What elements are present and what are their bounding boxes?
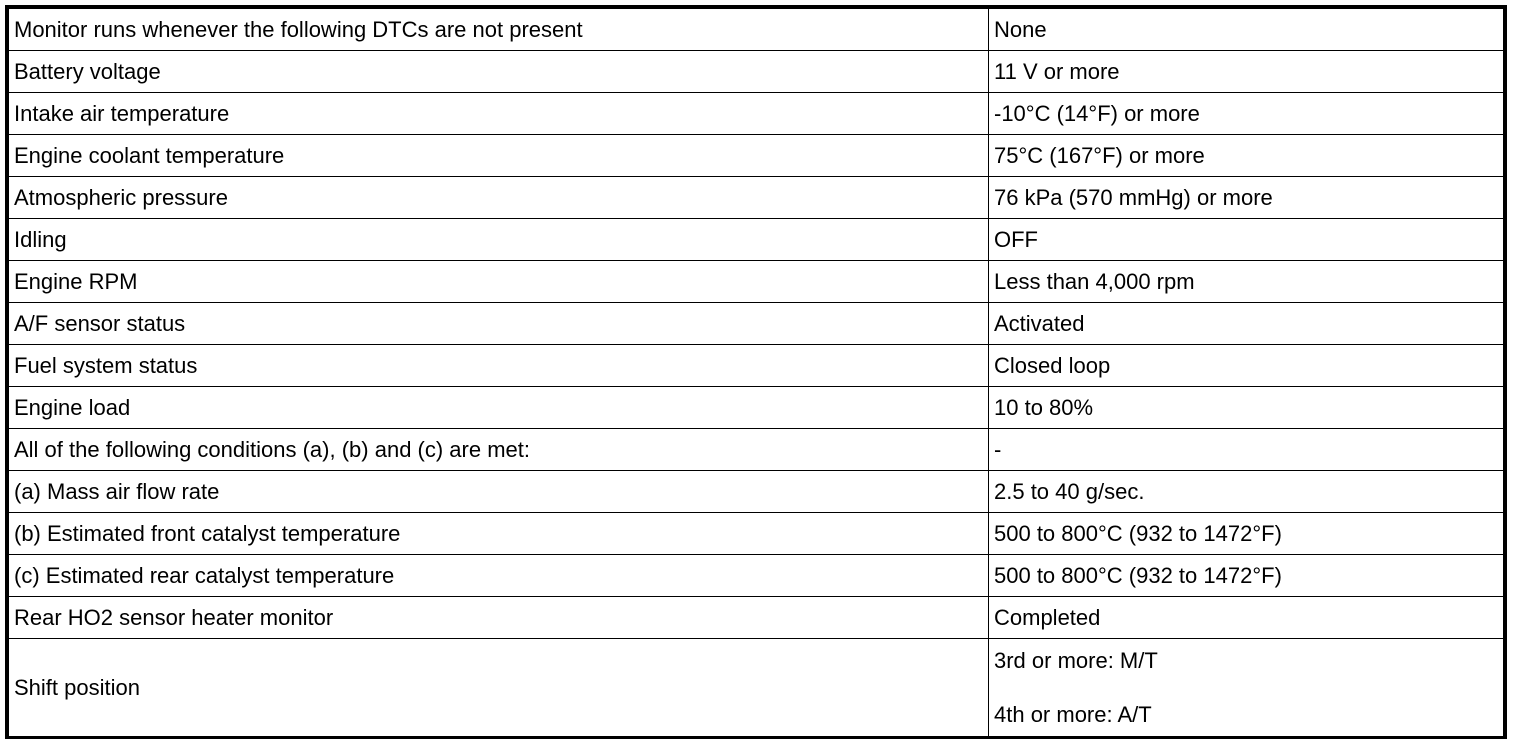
condition-cell: All of the following conditions (a), (b) and (c) are met: — [9, 429, 989, 471]
condition-cell: Idling — [9, 219, 989, 261]
condition-cell: Shift position — [9, 639, 989, 737]
value-cell: Closed loop — [989, 345, 1504, 387]
shift-value-mt: 3rd or more: M/T — [994, 647, 1158, 673]
value-cell: Less than 4,000 rpm — [989, 261, 1504, 303]
value-cell: Completed — [989, 597, 1504, 639]
table-row — [9, 429, 1504, 471]
condition-cell: Engine coolant temperature — [9, 135, 989, 177]
table-row — [9, 471, 1504, 513]
value-cell: 10 to 80% — [989, 387, 1504, 429]
condition-cell: Monitor runs whenever the following DTCs are not present — [9, 9, 989, 51]
condition-cell: Battery voltage — [9, 51, 989, 93]
table-row — [9, 597, 1504, 639]
condition-cell: Engine load — [9, 387, 989, 429]
shift-values — [994, 649, 1503, 727]
table-row — [9, 261, 1504, 303]
value-cell: 76 kPa (570 mmHg) or more — [989, 177, 1504, 219]
condition-cell: (b) Estimated front catalyst temperature — [9, 513, 989, 555]
value-cell: 500 to 800°C (932 to 1472°F) — [989, 555, 1504, 597]
table-row — [9, 219, 1504, 261]
table-row — [9, 513, 1504, 555]
value-cell: 75°C (167°F) or more — [989, 135, 1504, 177]
table-row — [9, 93, 1504, 135]
condition-cell: Fuel system status — [9, 345, 989, 387]
condition-cell: Intake air temperature — [9, 93, 989, 135]
table-row — [9, 387, 1504, 429]
table-row — [9, 177, 1504, 219]
table-row — [9, 135, 1504, 177]
table-row-shift-position — [9, 639, 1504, 737]
value-cell: Activated — [989, 303, 1504, 345]
value-cell: 11 V or more — [989, 51, 1504, 93]
value-cell-multiline — [989, 639, 1504, 737]
condition-cell: (a) Mass air flow rate — [9, 471, 989, 513]
value-cell: - — [989, 429, 1504, 471]
value-cell: -10°C (14°F) or more — [989, 93, 1504, 135]
table-row — [9, 9, 1504, 51]
condition-cell: Engine RPM — [9, 261, 989, 303]
value-cell: OFF — [989, 219, 1504, 261]
monitor-conditions-table — [5, 5, 1507, 739]
table-row — [9, 555, 1504, 597]
table-row — [9, 345, 1504, 387]
condition-cell: Rear HO2 sensor heater monitor — [9, 597, 989, 639]
shift-value-at: 4th or more: A/T — [994, 701, 1152, 727]
conditions-table — [8, 8, 1504, 737]
condition-cell: Atmospheric pressure — [9, 177, 989, 219]
value-cell: 500 to 800°C (932 to 1472°F) — [989, 513, 1504, 555]
value-cell: 2.5 to 40 g/sec. — [989, 471, 1504, 513]
value-cell: None — [989, 9, 1504, 51]
table-row — [9, 303, 1504, 345]
condition-cell: (c) Estimated rear catalyst temperature — [9, 555, 989, 597]
table-row — [9, 51, 1504, 93]
condition-cell: A/F sensor status — [9, 303, 989, 345]
